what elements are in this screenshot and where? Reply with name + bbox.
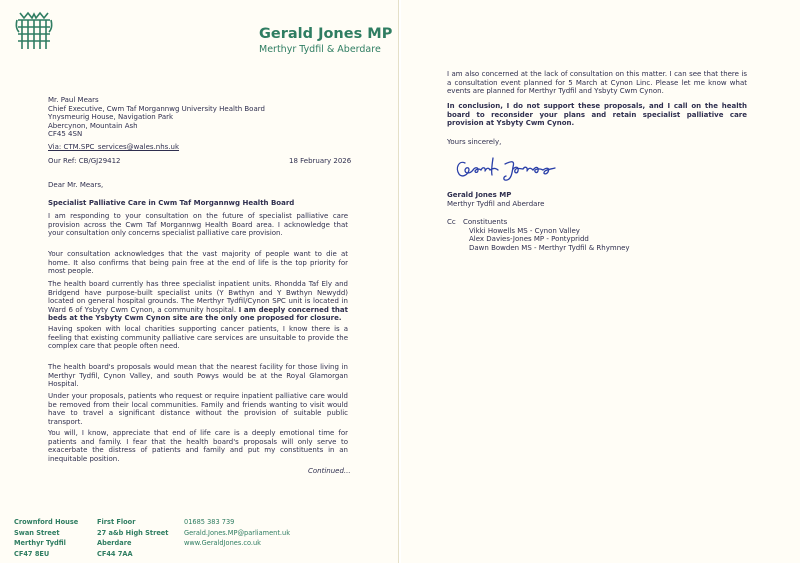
address-line: CF45 4SN — [48, 130, 83, 139]
via-email-link[interactable]: Via: CTM.SPC_services@wales.nhs.uk — [48, 143, 180, 151]
mp-constituency: Merthyr Tydfil & Aberdare — [259, 44, 381, 55]
signer-name: Gerald Jones MP — [447, 191, 512, 199]
salutation: Dear Mr. Mears, — [48, 181, 104, 189]
signer-title: Merthyr Tydfil and Aberdare — [447, 200, 545, 208]
closing: Yours sincerely, — [447, 138, 502, 146]
paragraph-1: I am responding to your consultation on the future of specialist palliative care provision across the Cwm Taf Morgannwg Health Board area. I acknowledge that your consultation only concerns specialist palliative care provision. — [48, 212, 348, 238]
paragraph-5: The health board's proposals would mean that the nearest facility for those living in Merthyr Tydfil, Cynon Valley, and south Powys would be at the Royal Glamorgan Hospital. — [48, 363, 348, 389]
footer-office-merthyr — [14, 517, 78, 559]
paragraph-7: You will, I know, appreciate that end of life care is a deeply emotional time for patients and family. I fear that the health board's proposals will only serve to exacerbate the distress of patients and family and put my constituents in an inequitable position. — [48, 429, 348, 463]
continued-note: Continued... — [308, 467, 351, 475]
address-line: Chief Executive, Cwm Taf Morgannwg University Health Board — [48, 104, 265, 113]
letter-page-2 — [401, 0, 800, 563]
paragraph-4: Having spoken with local charities supporting cancer patients, I know there is a feeling that existing community palliative care services are unsuitable to provide the complex care that people often need. — [48, 325, 348, 351]
mp-name: Gerald Jones MP — [259, 26, 393, 42]
our-reference: Our Ref: CB/GJ29412 — [48, 157, 121, 165]
paragraph-3 — [48, 280, 348, 323]
letter-date: 18 February 2026 — [289, 157, 352, 165]
footer-phone[interactable]: 01685 383 739 — [184, 518, 235, 526]
footer-contact — [184, 517, 290, 549]
cc-item: Alex Davies-Jones MP - Pontypridd — [469, 235, 589, 244]
footer-line: First Floor — [97, 518, 136, 526]
cc-item: Constituents — [463, 218, 508, 226]
address-line: Ynysmeurig House, Navigation Park — [48, 113, 174, 122]
cc-item: Vikki Howells MS - Cynon Valley — [469, 226, 580, 235]
cc-label: Cc — [447, 218, 456, 226]
paragraph-2: Your consultation acknowledges that the vast majority of people want to die at home. It also confirms that being pain free at the end of life is the top priority for most people. — [48, 250, 348, 276]
address-line: Mr. Paul Mears — [48, 96, 99, 104]
footer-line: Aberdare — [97, 539, 132, 547]
footer-line: Swan Street — [14, 528, 60, 537]
signature-image — [453, 154, 557, 184]
paragraph-3-emphasis: I am deeply concerned that beds at the Ysbyty Cwm Cynon site are the only one proposed for closure. — [48, 305, 348, 323]
footer-website[interactable]: www.GeraldJones.co.uk — [184, 539, 261, 547]
letter-subject: Specialist Palliative Care in Cwm Taf Morgannwg Health Board — [48, 199, 295, 207]
paragraph-8: I am also concerned at the lack of consultation on this matter. I can see that there is a consultation event planned for 5 March at Cynon Linc. Please let me know what events are planned for Merthyr Tydfil and Ysbyty Cwm Cynon. — [447, 70, 747, 96]
recipient-address — [48, 96, 348, 139]
footer-email[interactable]: Gerald.Jones.MP@parliament.uk — [184, 528, 291, 537]
address-line: Abercynon, Mountain Ash — [48, 121, 138, 130]
letter-page-1 — [0, 0, 399, 563]
footer-line: 27 a&b High Street — [97, 528, 169, 537]
footer-line: CF44 7AA — [97, 549, 133, 558]
footer-office-aberdare — [97, 517, 168, 559]
cc-item: Dawn Bowden MS - Merthyr Tydfil & Rhymney — [469, 243, 630, 252]
footer-line: Merthyr Tydfil — [14, 539, 66, 547]
paragraph-9: In conclusion, I do not support these proposals, and I call on the health board to reconsider your plans and retain specialist palliative care provision at Ysbyty Cwm Cynon. — [447, 102, 747, 128]
footer-line: Crownford House — [14, 518, 79, 526]
cc-list — [463, 218, 630, 252]
portcullis-icon — [14, 10, 54, 52]
paragraph-6: Under your proposals, patients who request or require inpatient palliative care would be removed from their local communities. Family and friends wanting to visit would have to travel a significant distance without the provision of suitable public transport. — [48, 392, 348, 426]
paragraph-3-text: The health board currently has three specialist inpatient units. Rhondda Taf Ely and Bridgend have purpose-built specialist units (Y Bwthyn and Y Bwthyn Newydd) located on general hospital grounds. The Merthyr Tydfil/Cynon SPC unit is located in Ward 6 of Ysbyty Cwm Cynon, a community hospital. — [48, 280, 348, 314]
footer-line: CF47 8EU — [14, 549, 50, 558]
